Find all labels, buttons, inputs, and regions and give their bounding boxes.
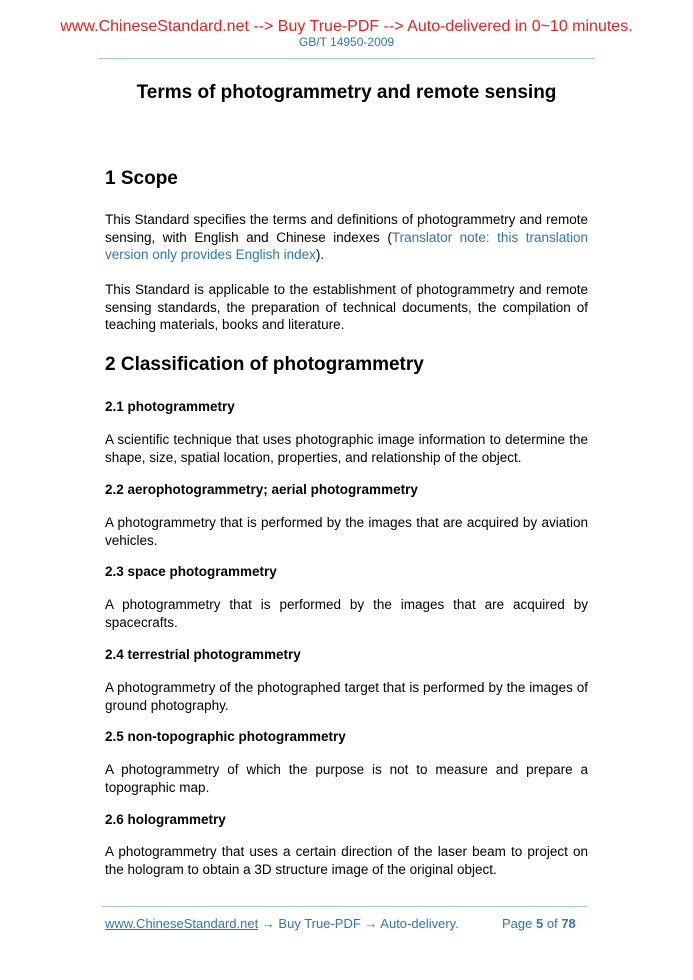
footer-link[interactable]: www.ChineseStandard.net [105,916,259,931]
term-definition: A photogrammetry that is performed by the images that are acquired by spacecrafts. [105,597,588,630]
scope-paragraph-2: This Standard is applicable to the establishment of photogrammetry and remote sensing standards, the preparation of technical documents, the compilation of teaching materials, books and literature. [105,282,588,333]
scope-paragraph-1 [105,211,588,264]
standard-code: GB/T 14950-2009 [298,35,395,49]
document-title: Terms of photogrammetry and remote sensing [136,82,557,103]
page-label: Page [502,916,533,931]
footer-divider [102,906,587,907]
header-banner[interactable]: www.ChineseStandard.net --> Buy True-PDF --> Auto-delivered in 0~10 minutes. [60,18,633,35]
page-indicator [502,916,576,931]
paragraph-text: ). [315,247,325,263]
section-heading-scope: 1 Scope [105,168,178,189]
term-heading: 2.1 photogrammetry [105,399,235,414]
term-heading: 2.2 aerophotogrammetry; aerial photogrammetry [105,482,418,497]
header-divider [98,58,595,59]
term-heading: 2.5 non-topographic photogrammetry [105,729,346,744]
term-definition: A photogrammetry of which the purpose is not to measure and prepare a topographic map. [105,762,588,795]
term-heading: 2.4 terrestrial photogrammetry [105,647,301,662]
of-label: of [546,916,558,931]
current-page: 5 [536,916,544,931]
section-heading-classification: 2 Classification of photogrammetry [105,354,424,375]
footer-tagline: → Buy True-PDF → Auto-delivery. [258,916,459,931]
footer-promo [105,916,459,931]
term-definition: A photogrammetry that is performed by the images that are acquired by aviation vehicles. [105,515,588,548]
term-heading: 2.3 space photogrammetry [105,564,277,579]
term-heading: 2.6 hologrammetry [105,812,226,827]
term-definition: A scientific technique that uses photographic image information to determine the shape, size, spatial location, properties, and relationship of the object. [105,432,588,465]
term-definition: A photogrammetry that uses a certain direction of the laser beam to project on the hologram to obtain a 3D structure image of the original object. [105,844,588,877]
translator-note: Translator note: this translation version only provides English index [105,229,589,263]
term-definition: A photogrammetry of the photographed target that is performed by the images of ground photography. [105,680,588,713]
total-pages: 78 [561,916,576,931]
paragraph-text: This Standard specifies the terms and definitions of photogrammetry and remote sensing, with English and Chinese indexes ( [105,212,588,245]
